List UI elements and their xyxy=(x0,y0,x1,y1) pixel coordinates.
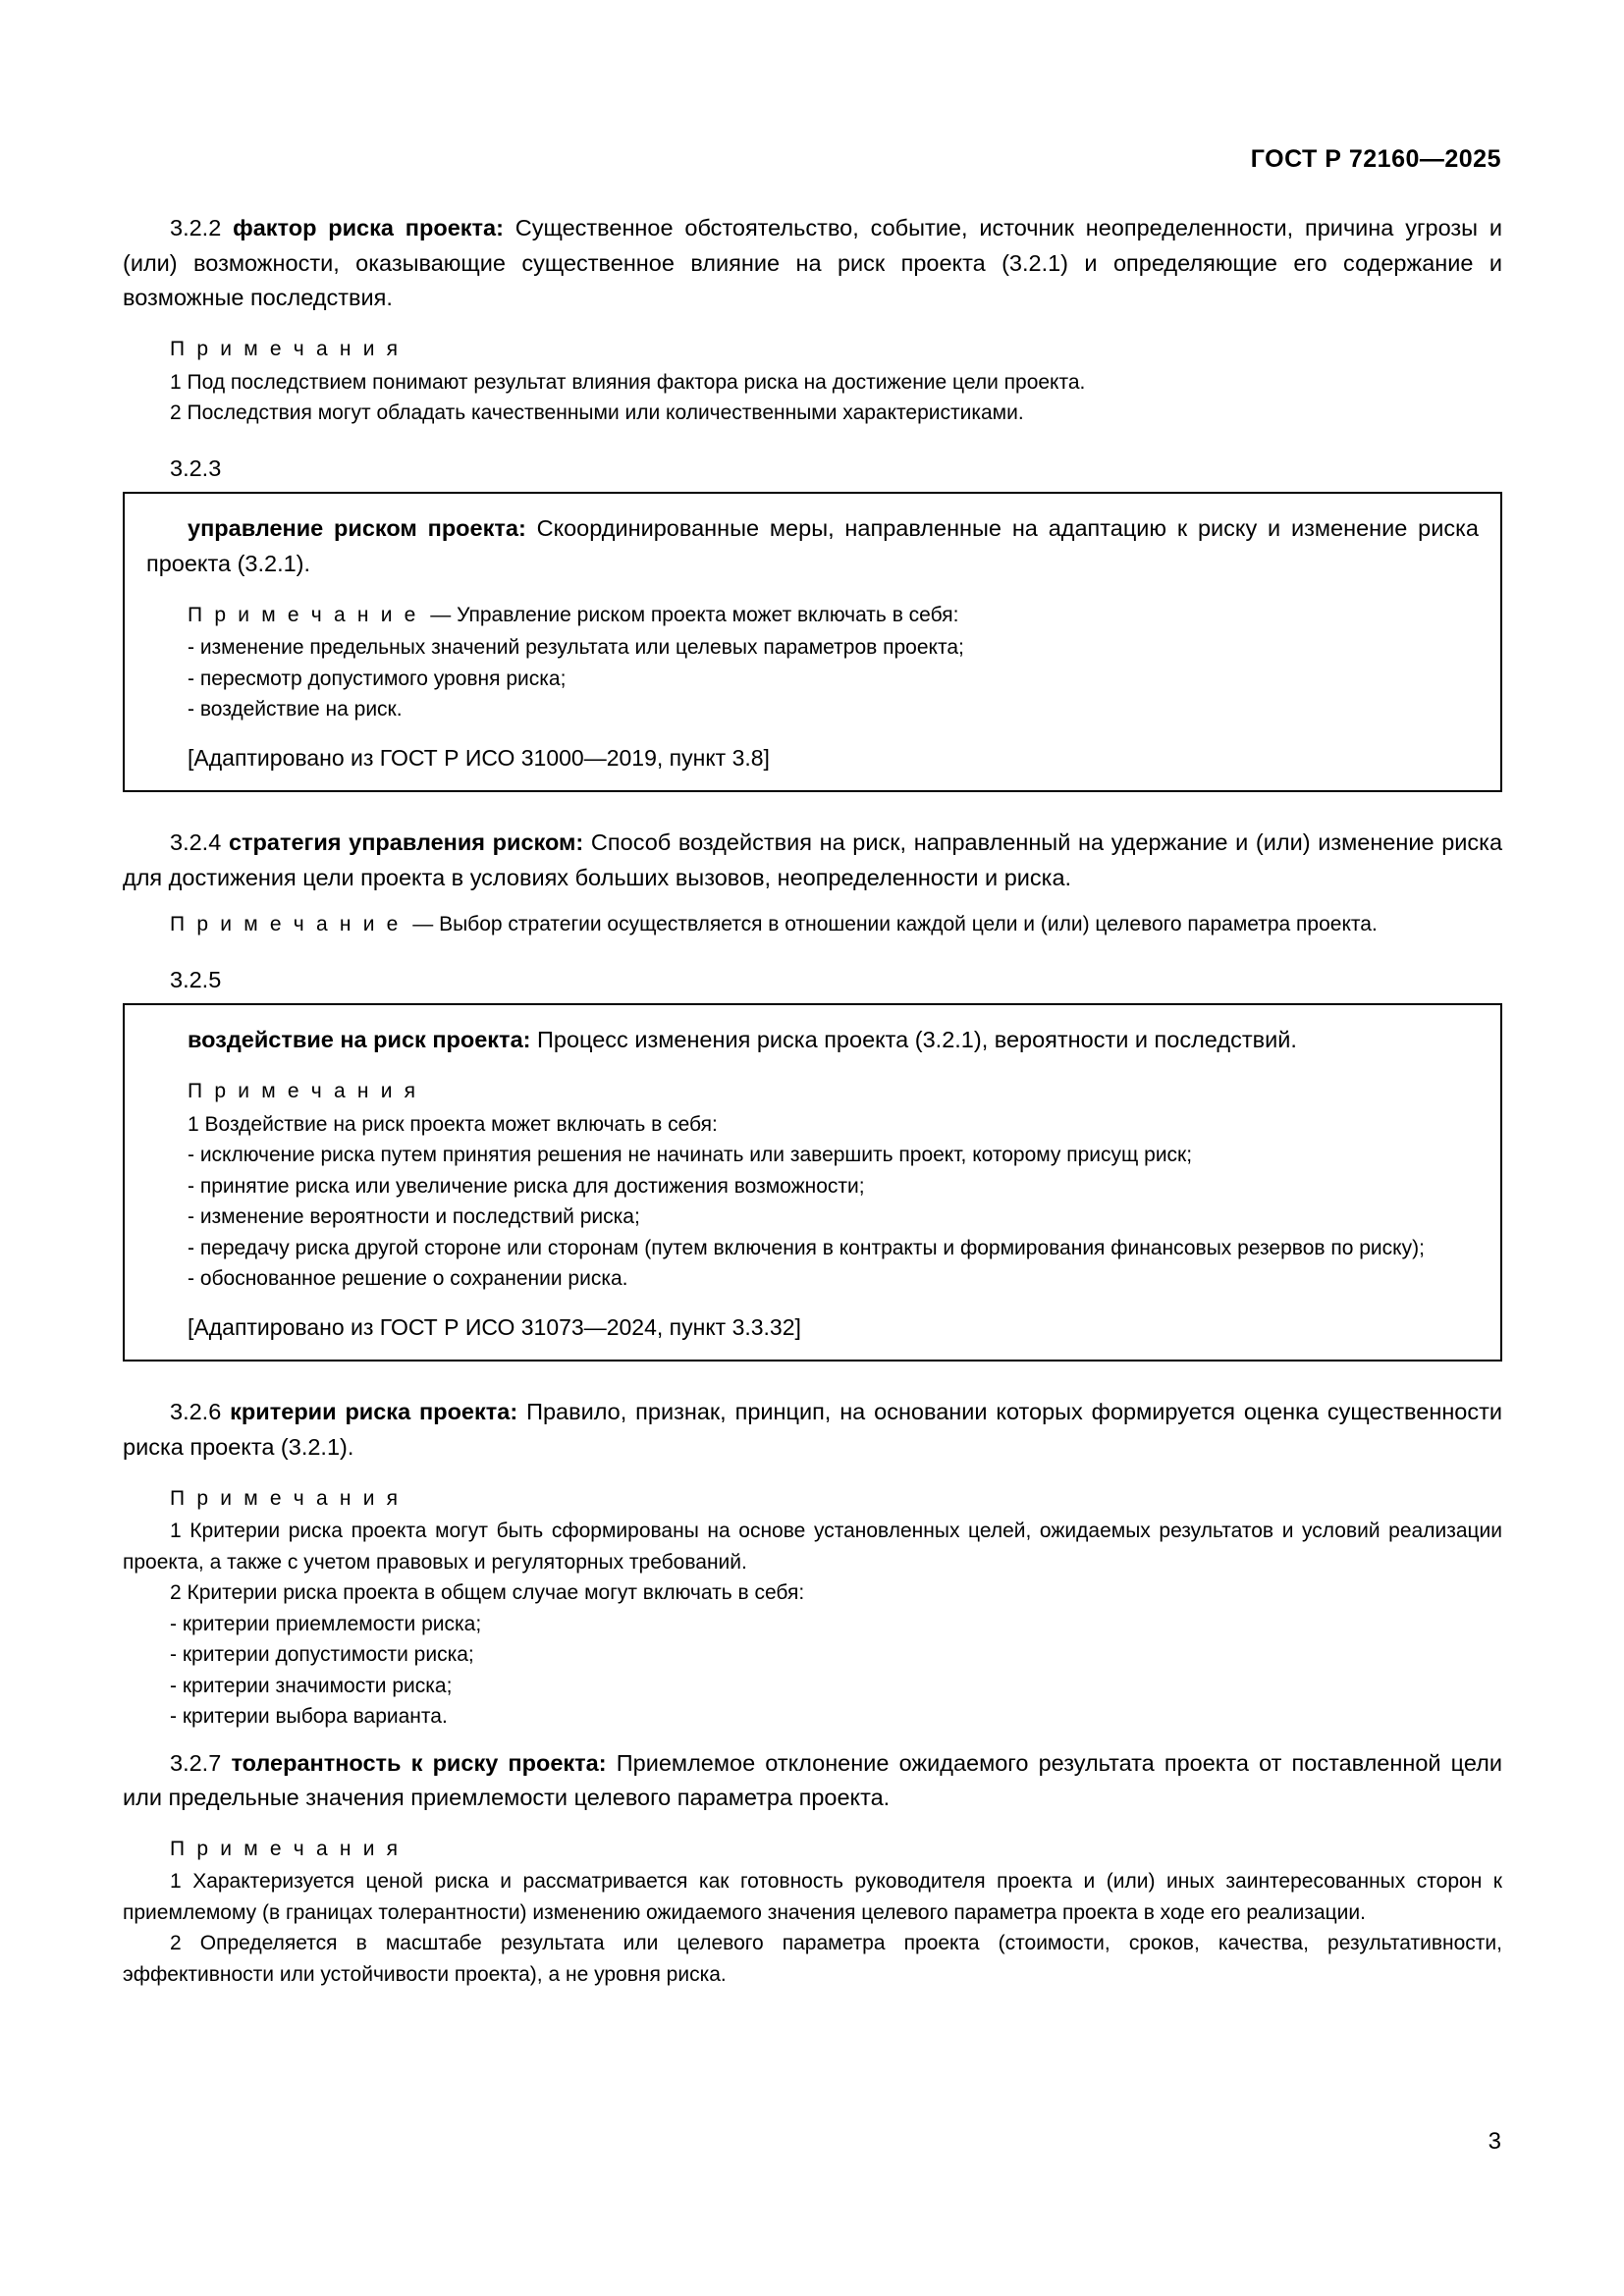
clause-3-2-3-definition: Скоординированные меры, направленные на адаптацию к риску и изменение риска проекта (3.2.1). xyxy=(146,515,1479,576)
page-content xyxy=(123,211,1502,1990)
clause-3-2-6-note-1: 1 Критерии риска проекта могут быть сформированы на основе установленных целей, ожидаемых результатов и условий реализации проекта, а также с учетом правовых и регуляторных требований. xyxy=(123,1520,1502,1574)
clause-3-2-5-term: воздействие на риск проекта: xyxy=(188,1027,531,1053)
clause-3-2-3-bullet-3: - воздействие на риск. xyxy=(188,698,403,721)
clause-3-2-7 xyxy=(123,1746,1502,1991)
clause-3-2-7-definition: Приемлемое отклонение ожидаемого результата проекта от поставленной цели или предельные значения приемлемости целевого параметра проекта. xyxy=(123,1749,1503,1811)
clause-3-2-6-notes-title: П р и м е ч а н и я xyxy=(170,1486,402,1510)
clause-3-2-7-text xyxy=(123,1746,1502,1816)
clause-3-2-6-definition: Правило, признак, принцип, на основании которых формируется оценка существенности риска проекта (3.2.1). xyxy=(123,1399,1503,1460)
clause-3-2-5-notes-title: П р и м е ч а н и я xyxy=(188,1080,419,1103)
clause-3-2-3-number: 3.2.3 xyxy=(170,454,222,481)
clause-3-2-5-bullet-3: - изменение вероятности и последствий риска; xyxy=(188,1205,640,1229)
clause-3-2-6-note-2-lead: 2 Критерии риска проекта в общем случае могут включать в себя: xyxy=(170,1581,805,1605)
clause-3-2-2-term: фактор риска проекта: xyxy=(233,215,504,240)
clause-3-2-2-note-2: 2 Последствия могут обладать качественными или количественными характеристиками. xyxy=(170,401,1024,425)
clause-3-2-5-definition: Процесс изменения риска проекта (3.2.1), вероятности и последствий. xyxy=(537,1027,1297,1053)
clause-3-2-4-note-text: — Выбор стратегии осуществляется в отношении каждой цели и (или) целевого параметра проекта. xyxy=(412,913,1378,936)
clause-3-2-4 xyxy=(123,826,1502,940)
clause-3-2-6-number: 3.2.6 xyxy=(170,1399,222,1425)
clause-3-2-7-note-2: 2 Определяется в масштабе результата или целевого параметра проекта (стоимости, сроков, качества, результативности, эффективности или устойчивости проекта), а не уровня риска. xyxy=(123,1932,1502,1986)
clause-3-2-4-definition: Способ воздействия на риск, направленный на удержание и (или) изменение риска для достижения цели проекта в условиях больших вызовов, неопределенности и риска. xyxy=(123,829,1503,890)
clause-3-2-5-note-lead: 1 Воздействие на риск проекта может включать в себя: xyxy=(188,1112,718,1136)
clause-3-2-6-bullet-3: - критерии значимости риска; xyxy=(170,1674,453,1697)
clause-3-2-3-term: управление риском проекта: xyxy=(188,515,526,542)
clause-3-2-3-box xyxy=(123,492,1502,792)
clause-3-2-3-note-lead: — Управление риском проекта может включать в себя: xyxy=(430,603,959,626)
clause-3-2-4-note: П р и м е ч а н и е — Выбор стратегии осуществляется в отношении каждой цели и (или) целевого параметра проекта. xyxy=(170,913,1378,936)
clause-3-2-6 xyxy=(123,1395,1502,1732)
clause-3-2-2-definition: Существенное обстоятельство, событие, источник неопределенности, причина угрозы и (или) возможности, оказывающие существенное влияние на риск проекта (3.2.1) и определяющие его содержание и возможные последствия. xyxy=(123,215,1503,311)
clause-3-2-7-term: толерантность к риску проекта: xyxy=(231,1749,607,1776)
clause-3-2-6-text xyxy=(123,1395,1502,1465)
clause-3-2-2-number: 3.2.2 xyxy=(170,215,222,240)
clause-3-2-5-bullet-2: - принятие риска или увеличение риска для достижения возможности; xyxy=(188,1174,865,1198)
clause-3-2-4-term: стратегия управления риском: xyxy=(228,829,584,856)
clause-3-2-5-text xyxy=(146,1023,1479,1058)
clause-3-2-2-text xyxy=(123,211,1502,316)
clause-3-2-3-bullet-2: - пересмотр допустимого уровня риска; xyxy=(188,667,567,690)
clause-3-2-5-bullet-5: - обоснованное решение о сохранении риска. xyxy=(188,1267,628,1291)
clause-3-2-6-bullet-4: - критерии выбора варианта. xyxy=(170,1705,448,1729)
clause-3-2-6-bullet-2: - критерии допустимости риска; xyxy=(170,1643,474,1667)
clause-3-2-6-term: критерии риска проекта: xyxy=(230,1399,518,1425)
clause-3-2-3-text xyxy=(146,511,1479,581)
clause-3-2-5-source: [Адаптировано из ГОСТ Р ИСО 31073—2024, пункт 3.3.32] xyxy=(188,1313,801,1340)
clause-3-2-2-notes-title: П р и м е ч а н и я xyxy=(170,338,402,361)
clause-3-2-2-note-1: 1 Под последствием понимают результат влияния фактора риска на достижение цели проекта. xyxy=(170,370,1086,394)
page-number: 3 xyxy=(1488,2128,1501,2155)
clause-3-2-4-number: 3.2.4 xyxy=(170,829,222,856)
clause-3-2-4-text xyxy=(123,826,1502,895)
clause-3-2-5-box xyxy=(123,1003,1502,1362)
clause-3-2-7-number: 3.2.7 xyxy=(170,1749,222,1776)
clause-3-2-3-note-title: П р и м е ч а н и е — Управление риском проекта может включать в себя: xyxy=(188,603,959,626)
clause-3-2-5-bullet-4: - передачу риска другой стороне или сторонам (путем включения в контракты и формирования финансовых резервов по риску); xyxy=(188,1236,1425,1259)
clause-3-2-2 xyxy=(123,211,1502,429)
clause-3-2-5-bullet-1: - исключение риска путем принятия решения не начинать или завершить проект, которому присущ риск; xyxy=(188,1144,1193,1167)
clause-3-2-6-bullet-1: - критерии приемлемости риска; xyxy=(170,1612,482,1635)
clause-3-2-3-bullet-1: - изменение предельных значений результата или целевых параметров проекта; xyxy=(188,636,964,660)
clause-3-2-7-notes-title: П р и м е ч а н и я xyxy=(170,1837,402,1860)
clause-3-2-3-source: [Адаптировано из ГОСТ Р ИСО 31000—2019, пункт 3.8] xyxy=(188,744,770,771)
clause-3-2-7-note-1: 1 Характеризуется ценой риска и рассматривается как готовность руководителя проекта и (или) иных заинтересованных сторон к приемлемому (в границах толерантности) изменению ожидаемого значения целевого параметра проекта в ходе его реализации. xyxy=(123,1870,1502,1924)
page-header: ГОСТ Р 72160—2025 xyxy=(1250,145,1501,173)
clause-3-2-5-number: 3.2.5 xyxy=(170,966,222,992)
